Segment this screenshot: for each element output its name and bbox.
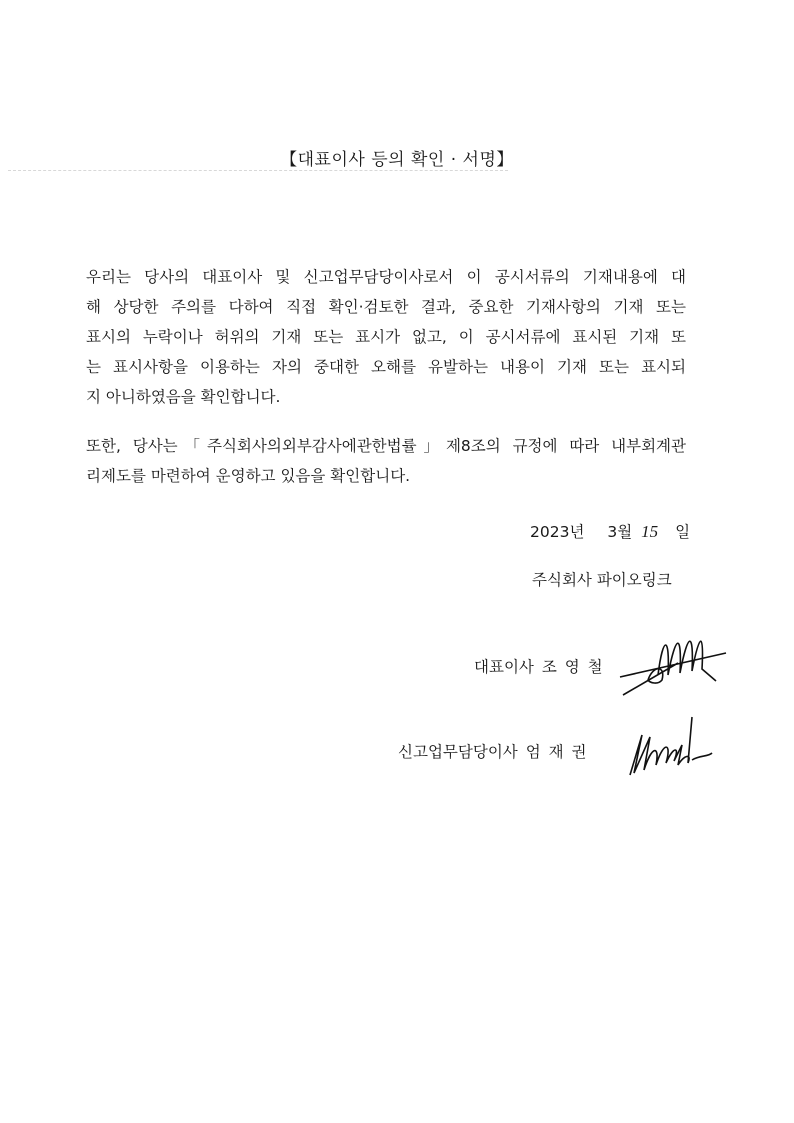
date-month: 3월	[607, 523, 633, 541]
paragraph-line: 지 아니하였음을 확인합니다.	[86, 388, 281, 406]
company-name: 주식회사 파이오링크	[532, 571, 672, 589]
date-year: 2023년	[530, 523, 585, 541]
paragraph-line: 또한, 당사는「주식회사의외부감사에관한법률」제8조의 규정에 따라 내부회계관	[86, 437, 686, 455]
paragraph-line: 표시의 누락이나 허위의 기재 또는 표시가 없고, 이 공시서류에 표시된 기재 또	[86, 328, 686, 346]
confirmation-paragraph	[86, 262, 686, 412]
date-day-suffix: 일	[675, 523, 691, 541]
ceo-name: 대표이사 조 영 철	[474, 658, 603, 676]
paragraph-line: 우리는 당사의 대표이사 및 신고업무담당이사로서 이 공시서류의 기재내용에 대	[86, 268, 686, 286]
internal-control-paragraph	[86, 431, 686, 491]
document-title: 【대표이사 등의 확인 · 서명】	[280, 150, 514, 170]
paragraph-line: 는 표시사항을 이용하는 자의 중대한 오해를 유발하는 내용이 기재 또는 표시되	[86, 358, 686, 376]
date-line	[530, 520, 690, 542]
disclosure-officer-signature	[622, 715, 717, 780]
paragraph-line: 해 상당한 주의를 다하여 직접 확인·검토한 결과, 중요한 기재사항의 기재 또는	[86, 298, 686, 316]
disclosure-officer-name: 신고업무담당이사 엄 재 권	[398, 743, 587, 761]
ceo-signature	[618, 625, 733, 700]
paragraph-line: 리제도를 마련하여 운영하고 있음을 확인합니다.	[86, 467, 411, 485]
date-day-handwritten: 15	[641, 522, 659, 541]
divider	[8, 170, 508, 171]
